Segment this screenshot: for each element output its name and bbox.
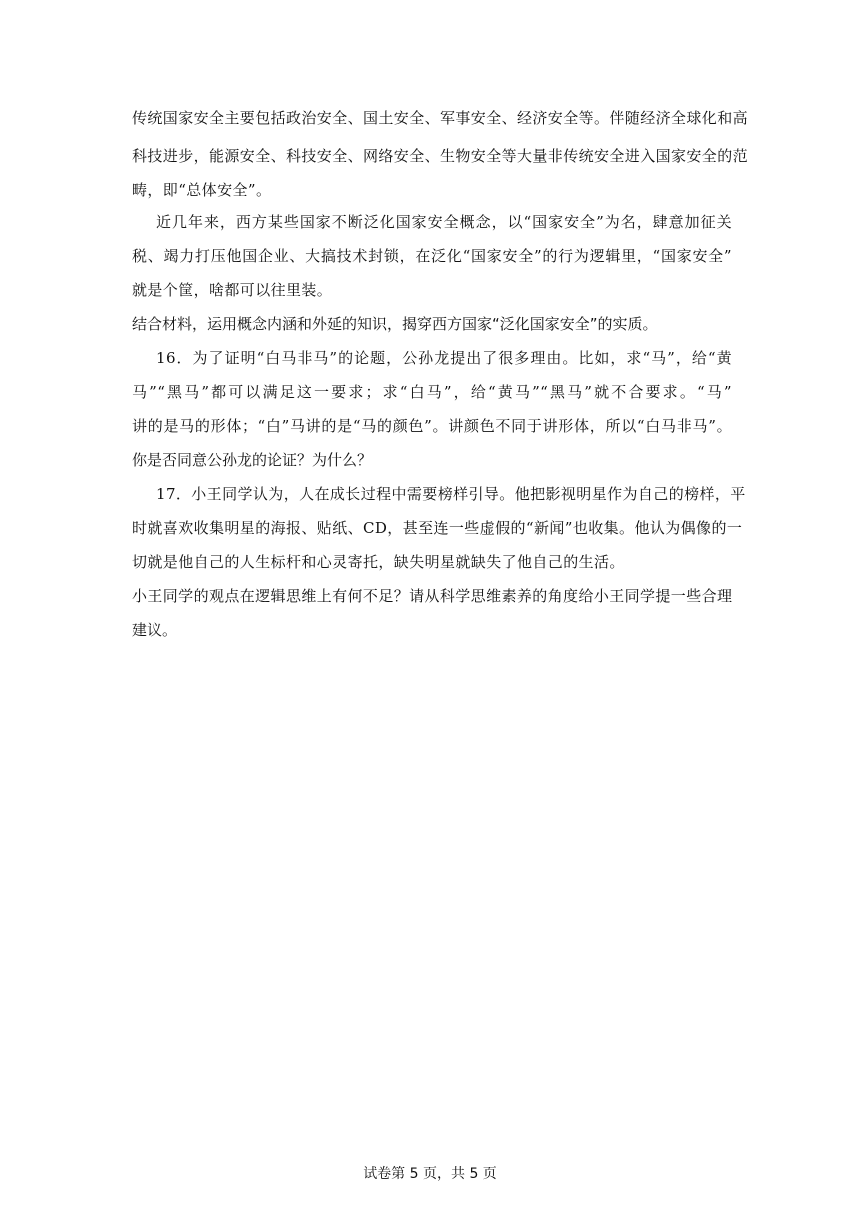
text-line: 就是个筐，啥都可以往里装。 xyxy=(132,281,333,299)
question-15-prompt: 结合材料，运用概念内涵和外延的知识，揭穿西方国家“泛化国家安全”的实质。 xyxy=(132,315,658,333)
text-line: 马”“黑马”都可以满足这一要求；求“白马”，给“黄马”“黑马”就不合要求。“马” xyxy=(132,383,732,401)
question-16-prompt: 你是否同意公孙龙的论证？为什么？ xyxy=(132,451,373,469)
text-line: 切就是他自己的人生标杆和心灵寄托，缺失明星就缺失了他自己的生活。 xyxy=(132,553,625,571)
text-line: 科技进步，能源安全、科技安全、网络安全、生物安全等大量非传统安全进入国家安全的范 xyxy=(132,147,749,165)
text-line: 税、竭力打压他国企业、大搞技术封锁，在泛化“国家安全”的行为逻辑里，“国家安全” xyxy=(132,247,732,265)
page-footer: 试卷第 5 页，共 5 页 xyxy=(363,1166,497,1182)
text-line: 17．小王同学认为，人在成长过程中需要榜样引导。他把影视明星作为自己的榜样，平 xyxy=(156,485,746,503)
text-line: 传统国家安全主要包括政治安全、国土安全、军事安全、经济安全等。伴随经济全球化和高 xyxy=(132,109,749,127)
question-17-prompt-line: 建议。 xyxy=(132,621,178,639)
text-line: 畴，即“总体安全”。 xyxy=(132,181,272,199)
text-line: 讲的是马的形体；“白”马讲的是“马的颜色”。讲颜色不同于讲形体，所以“白马非马”。 xyxy=(132,417,732,435)
text-line: 近几年来，西方某些国家不断泛化国家安全概念，以“国家安全”为名，肆意加征关 xyxy=(156,213,732,231)
text-line: 时就喜欢收集明星的海报、贴纸、CD，甚至连一些虚假的“新闻”也收集。他认为偶像的一 xyxy=(132,519,743,537)
text-line: 16．为了证明“白马非马”的论题，公孙龙提出了很多理由。比如，求“马”，给“黄 xyxy=(156,349,732,367)
question-17-prompt-line: 小王同学的观点在逻辑思维上有何不足？请从科学思维素养的角度给小王同学提一些合理 xyxy=(132,587,732,605)
